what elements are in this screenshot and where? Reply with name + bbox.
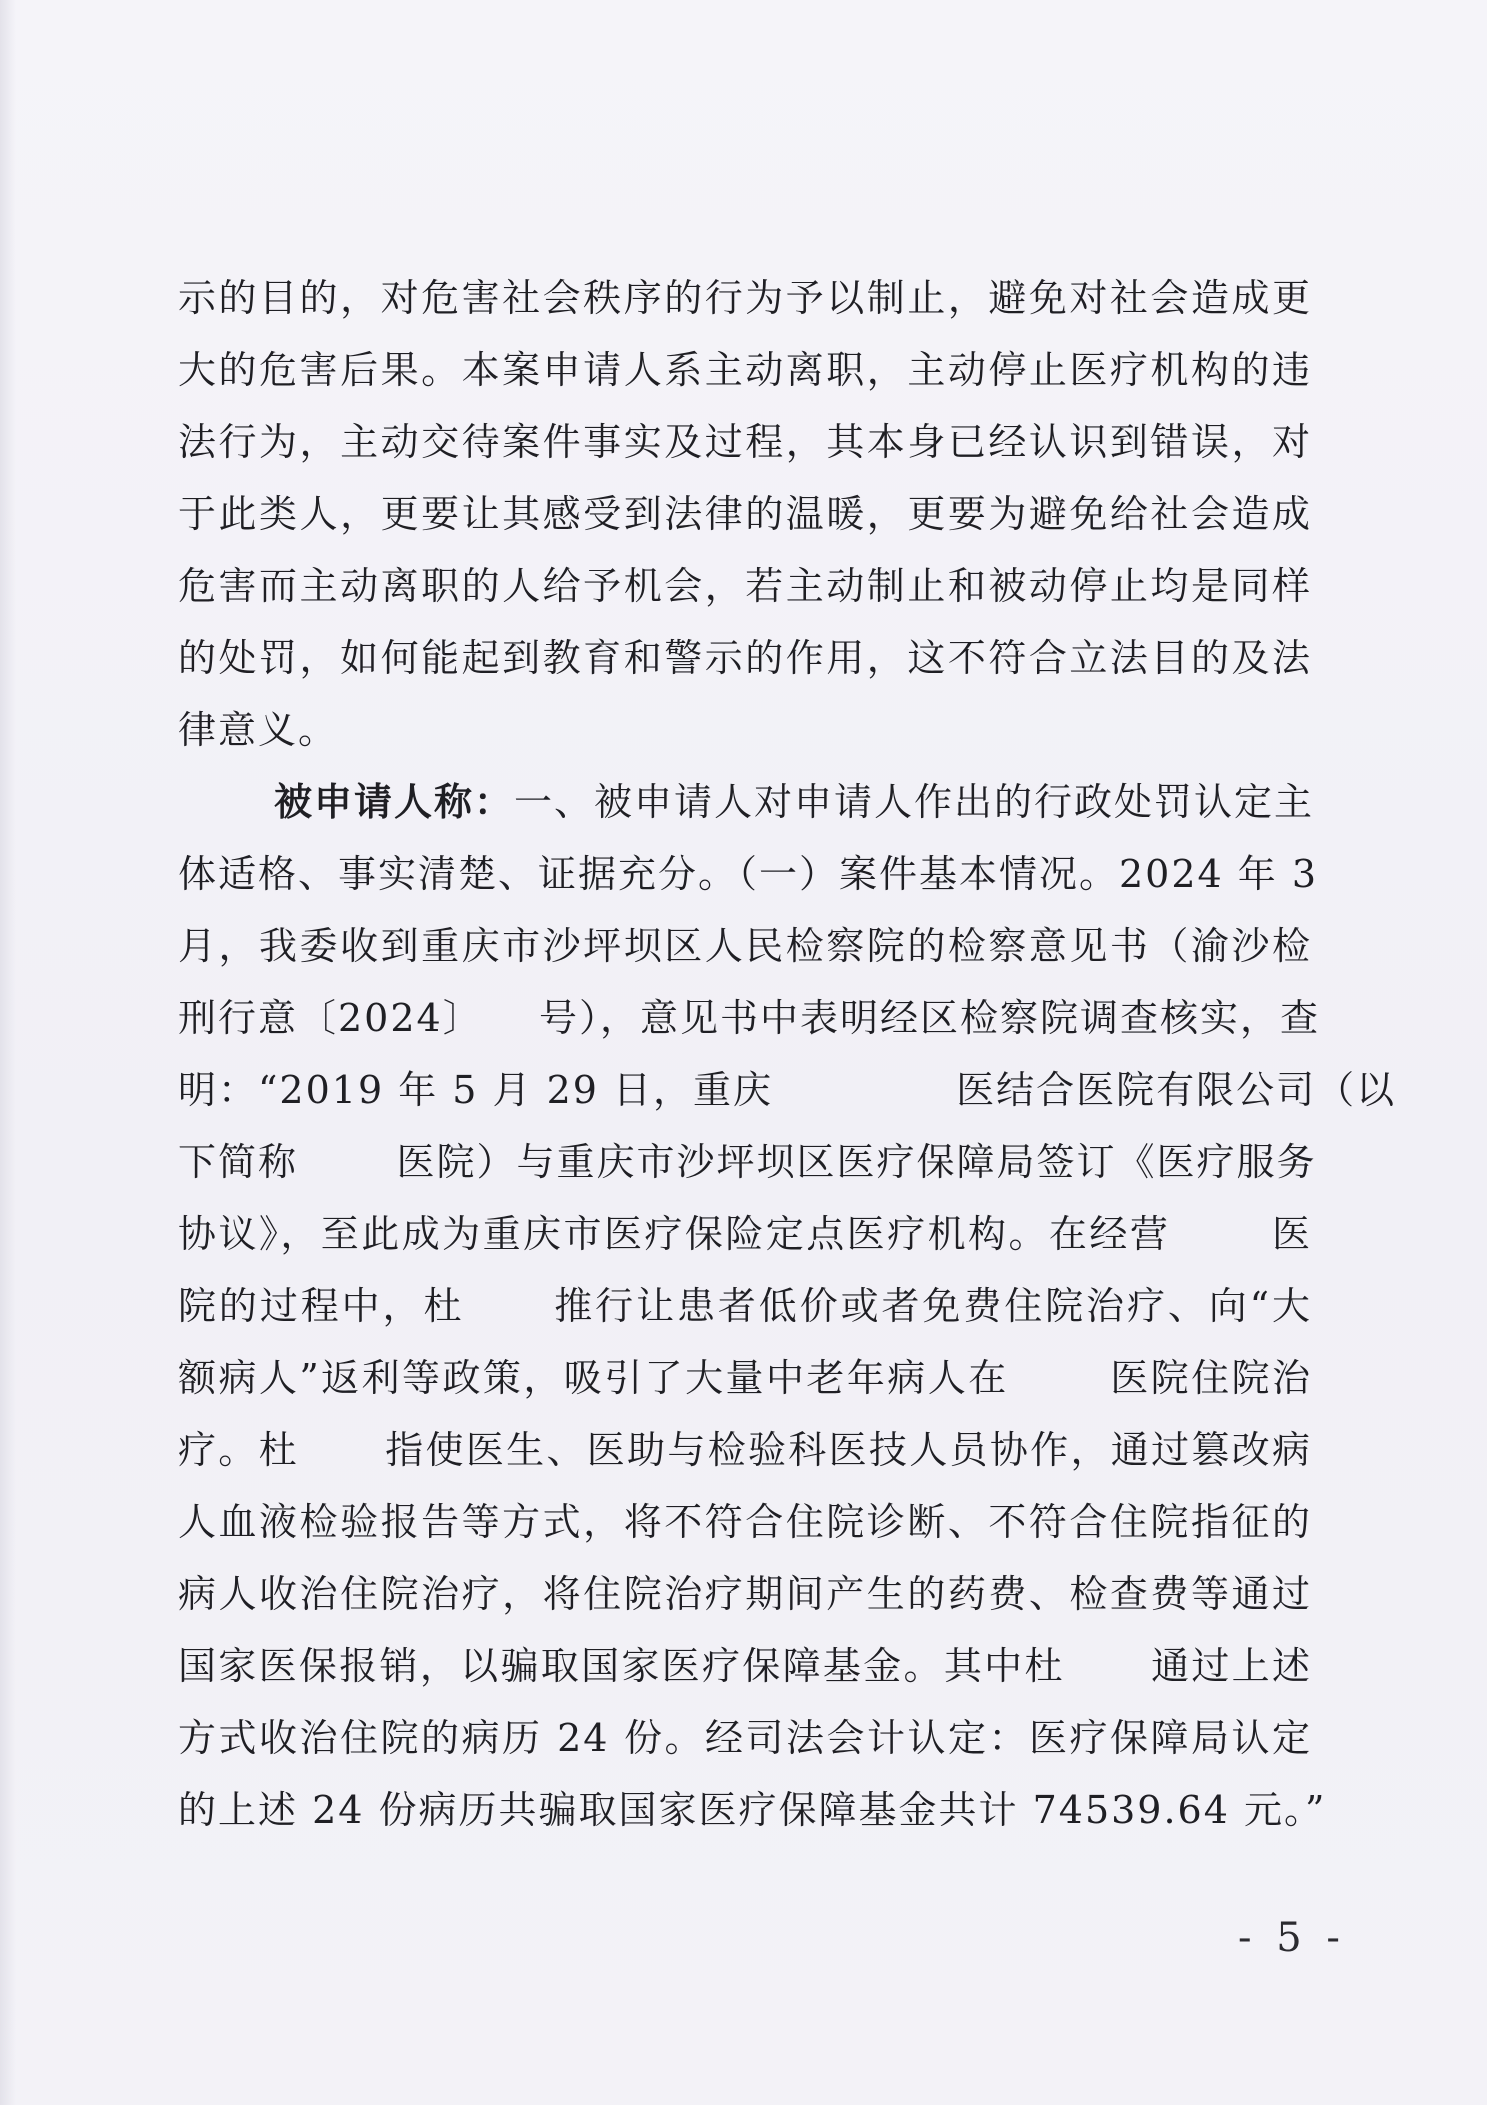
- paragraph-line: 明：“2019 年 5 月 29 日，重庆 医结合医院有限公司（以: [178, 1068, 1397, 1112]
- respondent-text: 一、被申请人对申请人作出的行政处罚认定主: [514, 780, 1315, 824]
- page-left-edge: [0, 0, 16, 2105]
- paragraph-line: 协议》，至此成为重庆市医疗保险定点医疗机构。在经营 医: [178, 1212, 1312, 1256]
- paragraph-line: 方式收治住院的病历 24 份。经司法会计认定：医疗保障局认定: [178, 1716, 1312, 1760]
- paragraph-line: 的上述 24 份病历共骗取国家医疗保障基金共计 74539.64 元。”: [178, 1788, 1327, 1832]
- paragraph-line: 于此类人，更要让其感受到法律的温暖，更要为避免给社会造成: [178, 492, 1312, 536]
- page-number: - 5 -: [1238, 1915, 1346, 1961]
- paragraph-line: 示的目的，对危害社会秩序的行为予以制止，避免对社会造成更: [178, 276, 1312, 320]
- paragraph-line: 律意义。: [178, 708, 339, 752]
- respondent-label: 被申请人称：: [274, 779, 515, 824]
- paragraph-line: 的处罚，如何能起到教育和警示的作用，这不符合立法目的及法: [178, 636, 1312, 680]
- paragraph-line: 病人收治住院治疗，将住院治疗期间产生的药费、检查费等通过: [178, 1572, 1312, 1616]
- paragraph-line: 疗。杜 指使医生、医助与检验科医技人员协作，通过篡改病: [178, 1428, 1312, 1472]
- paragraph-line: 额病人”返利等政策，吸引了大量中老年病人在 医院住院治: [178, 1356, 1312, 1400]
- paragraph-line: 法行为，主动交待案件事实及过程，其本身已经认识到错误，对: [178, 420, 1312, 464]
- paragraph-line: 人血液检验报告等方式，将不符合住院诊断、不符合住院指征的: [178, 1500, 1312, 1544]
- paragraph-line: 月，我委收到重庆市沙坪坝区人民检察院的检察意见书（渝沙检: [178, 924, 1312, 968]
- paragraph-line: 体适格、事实清楚、证据充分。（一）案件基本情况。2024 年 3: [178, 852, 1319, 896]
- document-body: [178, 262, 1397, 1846]
- respondent-line: [178, 766, 1315, 838]
- paragraph-line: 院的过程中，杜 推行让患者低价或者免费住院治疗、向“大: [178, 1284, 1312, 1328]
- paragraph-line: 大的危害后果。本案申请人系主动离职，主动停止医疗机构的违: [178, 348, 1312, 392]
- paragraph-line: 下简称 医院）与重庆市沙坪坝区医疗保障局签订《医疗服务: [178, 1140, 1317, 1184]
- paragraph-line: 国家医保报销，以骗取国家医疗保障基金。其中杜 通过上述: [178, 1644, 1312, 1688]
- paragraph-line: 刑行意〔2024〕 号），意见书中表明经区检察院调查核实，查: [178, 996, 1321, 1040]
- paragraph-line: 危害而主动离职的人给予机会，若主动制止和被动停止均是同样: [178, 564, 1312, 608]
